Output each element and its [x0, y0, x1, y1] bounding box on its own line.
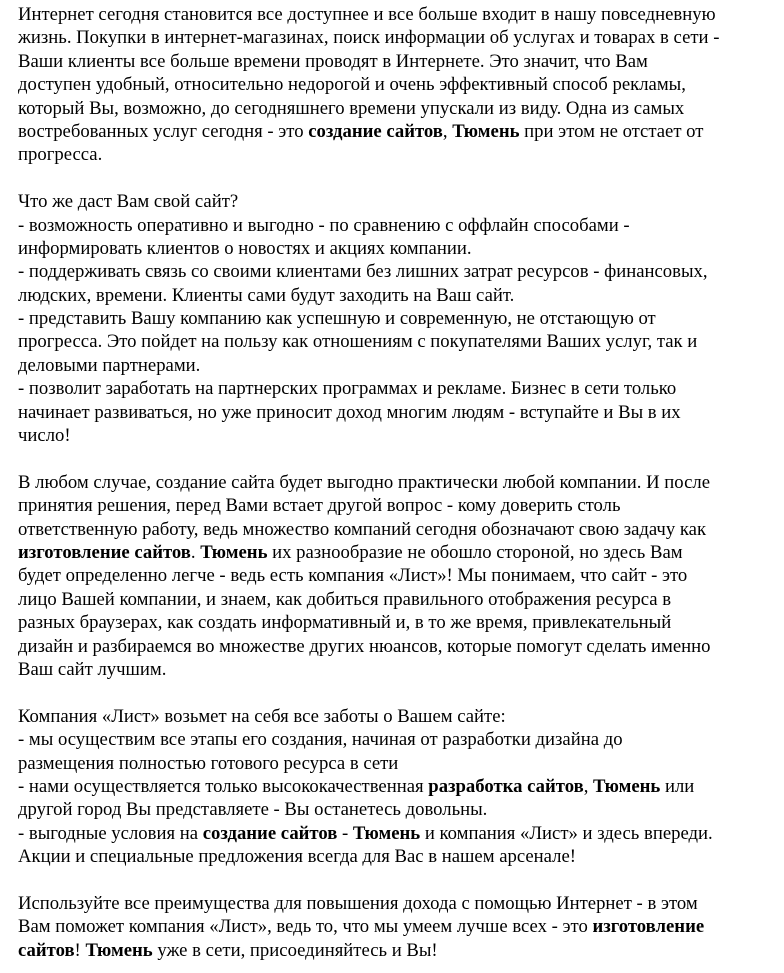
paragraph	[18, 892, 768, 962]
text-line	[18, 73, 768, 96]
paragraph	[18, 471, 768, 682]
text-run: который Вы, возможно, до сегодняшнего времени упускали из виду. Одна из самых	[18, 97, 685, 119]
text-line	[18, 635, 768, 658]
bold-keyword: изготовление	[592, 916, 705, 938]
text-run: - позволит заработать на партнерских программах и рекламе. Бизнес в сети только	[18, 378, 677, 400]
text-run: Вам поможет компания «Лист», ведь то, что мы умеем лучше всех - это	[18, 916, 593, 938]
bold-keyword: Тюмень	[352, 822, 421, 844]
text-line	[18, 214, 768, 237]
text-line	[18, 705, 768, 728]
text-line	[18, 377, 768, 400]
text-line	[18, 143, 768, 166]
text-line	[18, 939, 768, 962]
text-run: принятия решения, перед Вами встает другой вопрос - кому доверить столь	[18, 495, 621, 517]
text-line	[18, 658, 768, 681]
text-line	[18, 892, 768, 915]
text-run: востребованных услуг сегодня - это	[18, 120, 309, 142]
text-run: начинает развиваться, но уже приносит доход многим людям - вступайте и Вы в их	[18, 401, 681, 423]
paragraph-gap	[18, 681, 768, 704]
bold-keyword: Тюмень	[200, 541, 268, 563]
text-run: ,	[442, 120, 453, 142]
text-line	[18, 798, 768, 821]
paragraph	[18, 190, 768, 447]
text-line	[18, 97, 768, 120]
text-run: размещения полностью готового ресурса в сети	[18, 752, 399, 774]
text-line	[18, 50, 768, 73]
text-run: будет определенно легче - ведь есть компания «Лист»! Мы понимаем, что сайт - это	[18, 565, 688, 587]
text-line	[18, 752, 768, 775]
text-run: прогресса.	[18, 144, 103, 166]
text-line	[18, 3, 768, 26]
text-run: - нами осуществляется только высококачественная	[18, 775, 429, 797]
paragraph-gap	[18, 167, 768, 190]
text-run: -	[337, 822, 353, 844]
text-line	[18, 330, 768, 353]
bold-keyword: разработка сайтов	[428, 775, 584, 797]
text-line	[18, 541, 768, 564]
text-line	[18, 728, 768, 751]
text-run: Интернет сегодня становится все доступнее и все больше входит в нашу повседневную	[18, 4, 716, 25]
text-line	[18, 120, 768, 143]
text-line	[18, 424, 768, 447]
text-run: жизнь. Покупки в интернет-магазинах, поиск информации об услугах и товарах в сети -	[18, 27, 720, 49]
text-line	[18, 284, 768, 307]
text-run: ,	[583, 775, 594, 797]
text-run: Ваш сайт лучшим.	[18, 658, 167, 680]
text-run: Ваши клиенты все больше времени проводят в Интернете. Это значит, что Вам	[18, 50, 648, 72]
text-run: их разнообразие не обошло стороной, но здесь Вам	[267, 541, 683, 563]
text-line	[18, 260, 768, 283]
text-run: .	[190, 541, 201, 563]
text-line	[18, 915, 768, 938]
paragraph	[18, 705, 768, 869]
text-line	[18, 822, 768, 845]
text-run: лицо Вашей компании, и знаем, как добиться правильного отображения ресурса в	[18, 588, 672, 610]
text-line	[18, 775, 768, 798]
text-run: уже в сети, присоединяйтесь и Вы!	[152, 939, 438, 961]
text-run: - возможность оперативно и выгодно - по сравнению с оффлайн способами -	[18, 214, 630, 236]
text-line	[18, 471, 768, 494]
paragraph	[18, 3, 768, 167]
text-run: - выгодные условия на	[18, 822, 203, 844]
bold-keyword: Тюмень	[452, 120, 520, 142]
text-run: - поддерживать связь со своими клиентами без лишних затрат ресурсов - финансовых,	[18, 261, 708, 283]
text-line	[18, 611, 768, 634]
text-line	[18, 588, 768, 611]
bold-keyword: сайтов	[18, 939, 75, 961]
text-line	[18, 307, 768, 330]
paragraph-gap	[18, 868, 768, 891]
text-run: людских, времени. Клиенты сами будут заходить на Ваш сайт.	[18, 284, 515, 306]
text-run: доступен удобный, относительно недорогой и очень эффективный способ рекламы,	[18, 74, 686, 96]
text-line	[18, 518, 768, 541]
text-run: или	[660, 775, 695, 797]
text-line	[18, 494, 768, 517]
text-run: Используйте все преимущества для повышения дохода с помощью Интернет - в этом	[18, 892, 698, 914]
paragraph-gap	[18, 447, 768, 470]
text-line	[18, 845, 768, 868]
text-run: ответственную работу, ведь множество компаний сегодня обозначают свою задачу как	[18, 518, 707, 540]
bold-keyword: изготовление сайтов	[18, 541, 191, 563]
text-run: информировать клиентов о новостях и акциях компании.	[18, 237, 472, 259]
text-line	[18, 237, 768, 260]
text-run: при этом не отстает от	[519, 120, 704, 142]
text-run: !	[74, 939, 86, 961]
text-line	[18, 354, 768, 377]
bold-keyword: Тюмень	[85, 939, 153, 961]
text-run: В любом случае, создание сайта будет выгодно практически любой компании. И после	[18, 471, 710, 493]
bold-keyword: создание сайтов	[308, 120, 443, 142]
text-run: прогресса. Это пойдет на пользу как отношениям с покупателями Ваших услуг, так и	[18, 331, 698, 353]
text-run: Что же даст Вам свой сайт?	[18, 191, 239, 213]
text-run: - мы осуществим все этапы его создания, начиная от разработки дизайна до	[18, 729, 623, 751]
text-run: дизайн и разбираемся во множестве других нюансов, которые помогут сделать именно	[18, 635, 711, 657]
bold-keyword: Тюмень	[593, 775, 661, 797]
text-run: деловыми партнерами.	[18, 354, 201, 376]
text-line	[18, 401, 768, 424]
text-run: другой город Вы представляете - Вы останетесь довольны.	[18, 799, 488, 821]
text-line	[18, 26, 768, 49]
text-line	[18, 190, 768, 213]
text-line	[18, 564, 768, 587]
text-run: - представить Вашу компанию как успешную и современную, не отстающую от	[18, 308, 656, 330]
text-run: Компания «Лист» возьмет на себя все заботы о Вашем сайте:	[18, 705, 506, 727]
text-run: число!	[18, 425, 71, 447]
text-run: и компания «Лист» и здесь впереди.	[420, 822, 713, 844]
bold-keyword: создание сайтов	[202, 822, 338, 844]
text-run: разных браузерах, как создать информативный и, в то же время, привлекательный	[18, 612, 672, 634]
text-run: Акции и специальные предложения всегда для Вас в нашем арсенале!	[18, 846, 576, 868]
